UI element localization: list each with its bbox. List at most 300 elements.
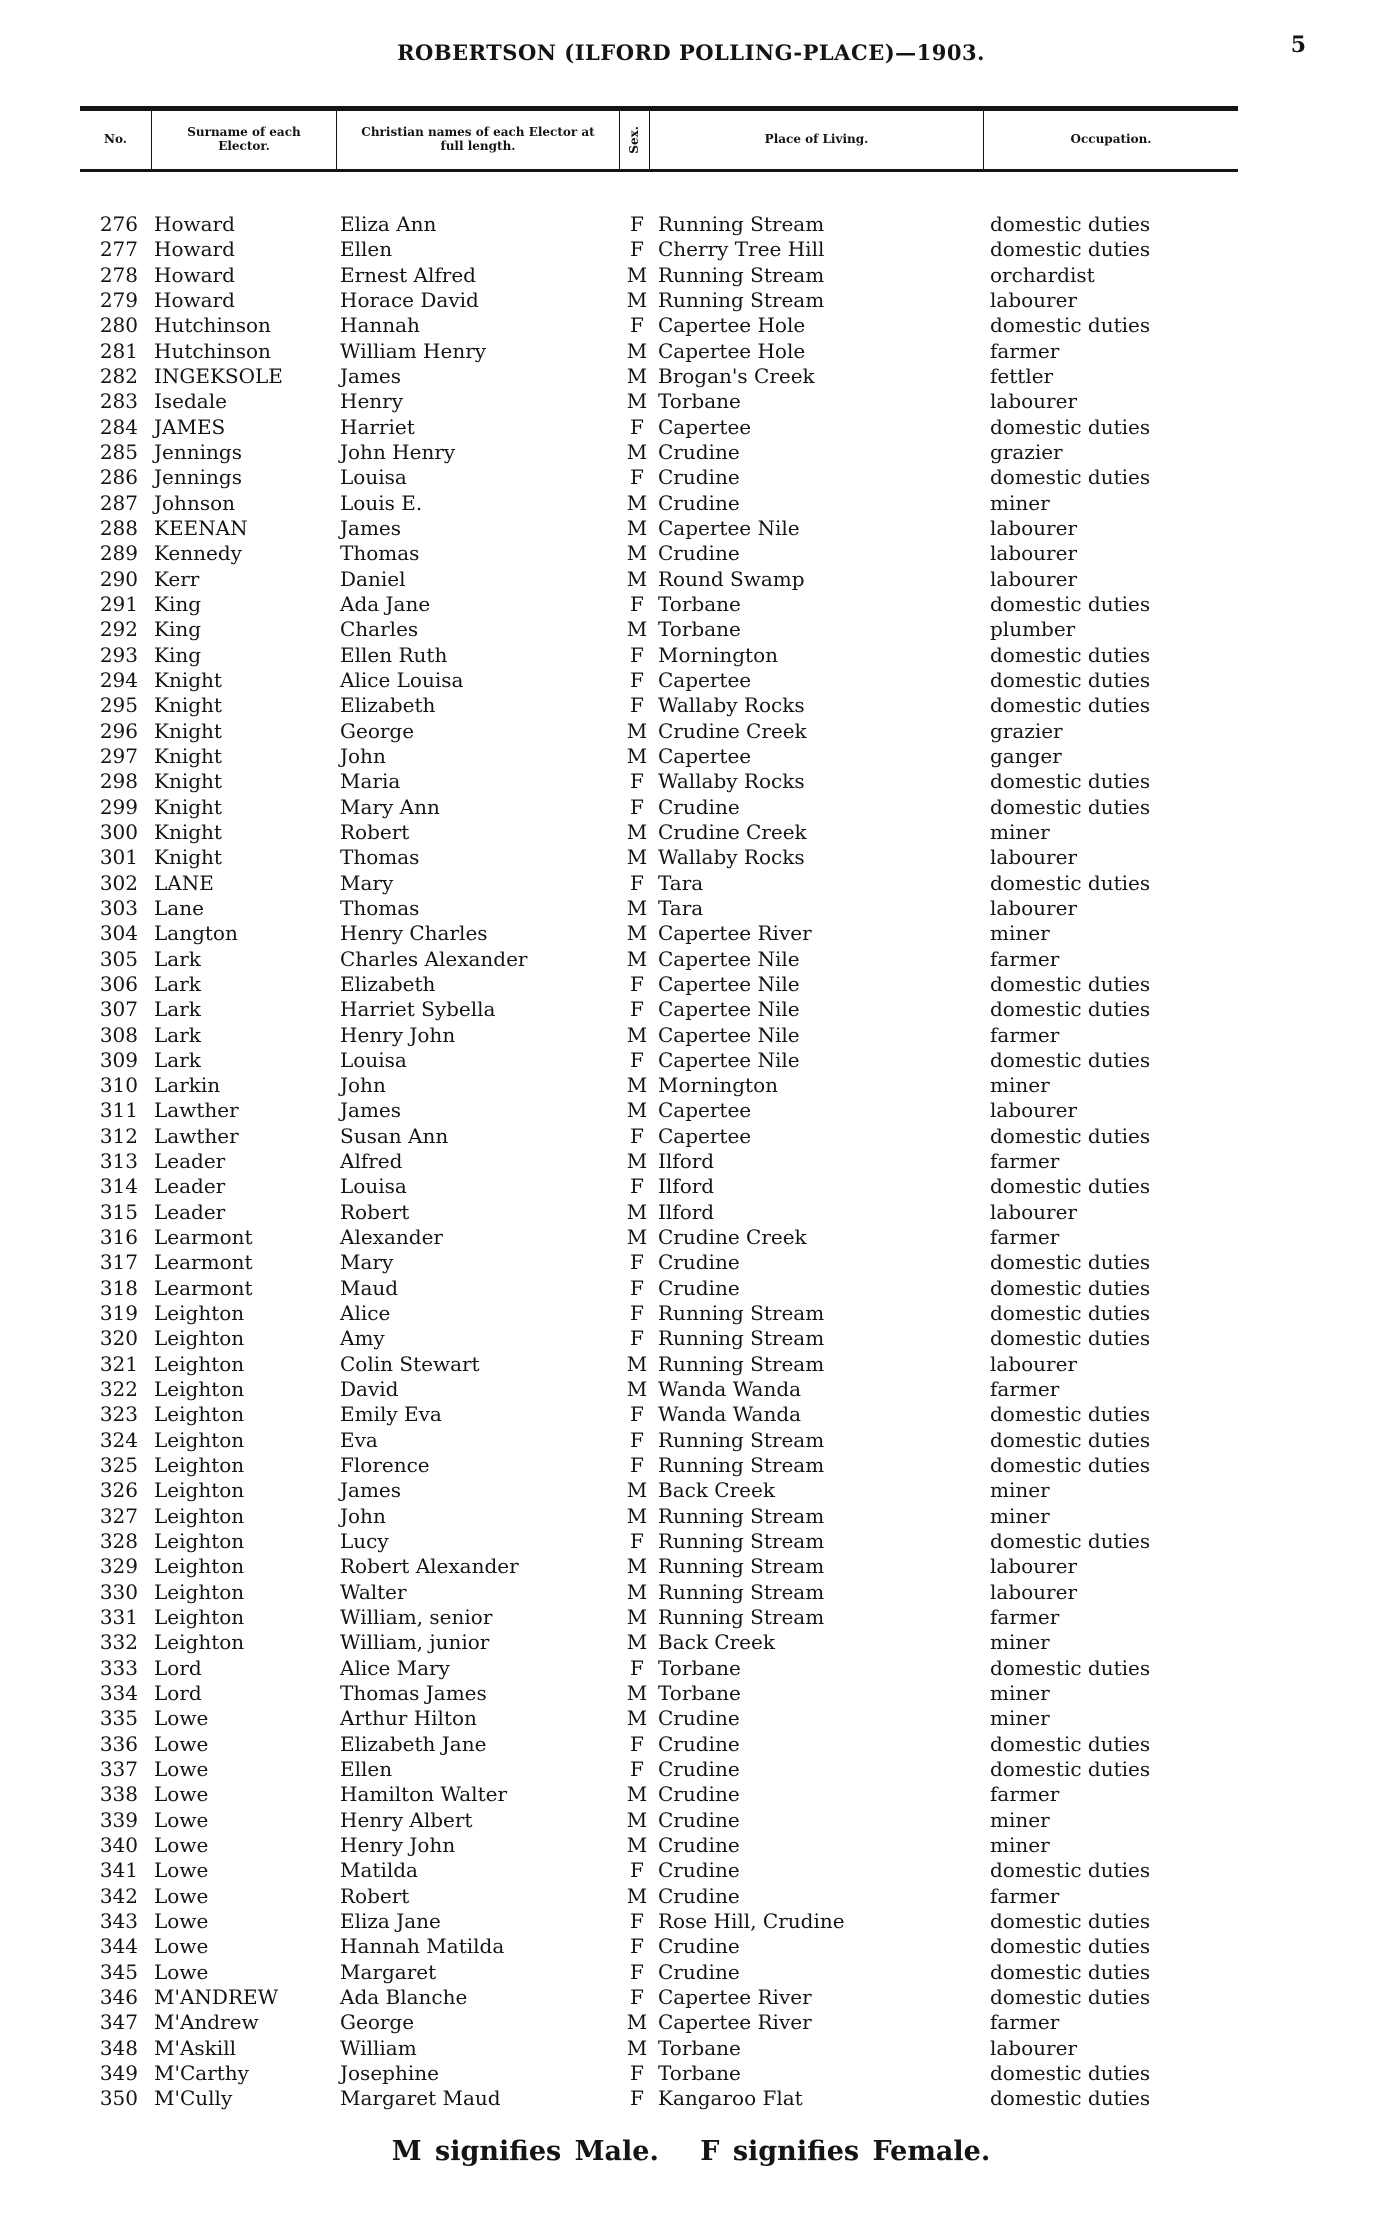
elector-christian-names: Hannah Matilda: [340, 1934, 505, 1959]
elector-occupation: farmer: [990, 338, 1060, 363]
elector-surname: Leighton: [154, 1377, 245, 1402]
column-header-place: Place of Living.: [650, 111, 984, 169]
elector-sex: M: [626, 566, 648, 591]
elector-place: Back Creek: [658, 1630, 775, 1655]
elector-christian-names: Hamilton Walter: [340, 1782, 508, 1807]
elector-surname: Larkin: [154, 1073, 221, 1098]
elector-surname: M'Cully: [154, 2086, 233, 2111]
table-row: [80, 896, 1300, 921]
elector-number: 320: [99, 1326, 138, 1351]
column-header-occupation: Occupation.: [1070, 132, 1152, 147]
elector-surname: Kerr: [154, 566, 200, 591]
elector-christian-names: Robert: [340, 819, 410, 844]
elector-christian-names: Alfred: [340, 1149, 403, 1174]
table-row: [80, 389, 1300, 414]
elector-number: 291: [99, 591, 138, 616]
elector-christian-names: Elizabeth: [340, 971, 436, 996]
elector-number: 297: [99, 743, 138, 768]
table-row: [80, 237, 1300, 262]
elector-occupation: miner: [990, 1807, 1050, 1832]
elector-number: 333: [99, 1655, 138, 1680]
elector-christian-names: Louisa: [340, 465, 407, 490]
elector-surname: Learmont: [154, 1250, 253, 1275]
elector-occupation: domestic duties: [990, 1934, 1151, 1959]
table-row: [80, 795, 1300, 820]
elector-sex: M: [626, 287, 648, 312]
elector-christian-names: Amy: [340, 1326, 385, 1351]
elector-place: Capertee Nile: [658, 1022, 800, 1047]
elector-christian-names: Ellen: [340, 1757, 393, 1782]
elector-occupation: miner: [990, 1630, 1050, 1655]
elector-sex: F: [630, 1047, 644, 1072]
elector-surname: Learmont: [154, 1275, 253, 1300]
elector-number: 302: [99, 870, 138, 895]
elector-sex: F: [630, 1529, 644, 1554]
elector-number: 300: [99, 819, 138, 844]
elector-place: Rose Hill, Crudine: [658, 1908, 845, 1933]
elector-sex: M: [626, 1022, 648, 1047]
elector-surname: Learmont: [154, 1225, 253, 1250]
elector-sex: M: [626, 1883, 648, 1908]
elector-number: 316: [99, 1225, 138, 1250]
elector-number: 303: [99, 895, 138, 920]
elector-occupation: miner: [990, 921, 1050, 946]
table-row: [80, 1276, 1300, 1301]
elector-occupation: domestic duties: [990, 1427, 1151, 1452]
elector-sex: M: [626, 819, 648, 844]
elector-sex: M: [626, 1503, 648, 1528]
elector-sex: F: [630, 1655, 644, 1680]
elector-number: 330: [99, 1579, 138, 1604]
table-row: [80, 1630, 1300, 1655]
elector-occupation: labourer: [990, 1199, 1078, 1224]
elector-occupation: plumber: [990, 617, 1076, 642]
elector-number: 277: [99, 237, 138, 262]
elector-place: Torbane: [658, 617, 741, 642]
elector-number: 301: [99, 845, 138, 870]
elector-occupation: farmer: [990, 946, 1060, 971]
elector-christian-names: John Henry: [340, 439, 456, 464]
elector-number: 331: [99, 1605, 138, 1630]
elector-number: 334: [99, 1681, 138, 1706]
elector-christian-names: Robert Alexander: [340, 1554, 519, 1579]
elector-sex: M: [626, 363, 648, 388]
elector-number: 328: [99, 1529, 138, 1554]
elector-occupation: farmer: [990, 1377, 1060, 1402]
elector-number: 335: [99, 1706, 138, 1731]
elector-sex: M: [626, 1377, 648, 1402]
elector-surname: Knight: [154, 693, 222, 718]
table-row: [80, 1124, 1300, 1149]
elector-sex: F: [630, 769, 644, 794]
elector-surname: Leighton: [154, 1427, 245, 1452]
elector-sex: F: [630, 971, 644, 996]
table-row: [80, 1073, 1300, 1098]
elector-christian-names: Alice Mary: [340, 1655, 450, 1680]
elector-surname: Leighton: [154, 1605, 245, 1630]
legend-male: M signifies Male.: [391, 2136, 659, 2167]
table-row: [80, 997, 1300, 1022]
elector-surname: INGEKSOLE: [154, 363, 283, 388]
elector-occupation: labourer: [990, 515, 1078, 540]
table-row: [80, 1605, 1300, 1630]
elector-surname: Kennedy: [154, 541, 242, 566]
elector-place: Running Stream: [658, 1503, 825, 1528]
elector-sex: M: [626, 1098, 648, 1123]
elector-sex: M: [626, 490, 648, 515]
elector-number: 327: [99, 1503, 138, 1528]
elector-number: 284: [99, 414, 138, 439]
column-header-sex: [620, 111, 650, 169]
elector-number: 314: [99, 1174, 138, 1199]
elector-occupation: domestic duties: [990, 414, 1151, 439]
table-row: [80, 516, 1300, 541]
elector-surname: Langton: [154, 921, 238, 946]
elector-number: 292: [99, 617, 138, 642]
elector-surname: Jennings: [154, 465, 242, 490]
elector-place: Capertee: [658, 743, 752, 768]
elector-sex: M: [626, 2010, 648, 2035]
elector-christian-names: Louis E.: [340, 490, 423, 515]
elector-sex: F: [630, 1908, 644, 1933]
elector-number: 313: [99, 1149, 138, 1174]
elector-sex: F: [630, 237, 644, 262]
elector-occupation: domestic duties: [990, 1174, 1151, 1199]
elector-sex: M: [626, 895, 648, 920]
elector-number: 324: [99, 1427, 138, 1452]
table-row: [80, 212, 1300, 237]
elector-occupation: labourer: [990, 1579, 1078, 1604]
elector-place: Capertee Nile: [658, 1047, 800, 1072]
elector-place: Wanda Wanda: [658, 1377, 802, 1402]
elector-place: Torbane: [658, 1655, 741, 1680]
elector-sex: M: [626, 541, 648, 566]
table-row: [80, 1706, 1300, 1731]
elector-sex: F: [630, 465, 644, 490]
elector-occupation: labourer: [990, 1351, 1078, 1376]
elector-christian-names: Ernest Alfred: [340, 262, 476, 287]
elector-sex: M: [626, 439, 648, 464]
elector-sex: F: [630, 1174, 644, 1199]
elector-sex: F: [630, 1731, 644, 1756]
elector-occupation: domestic duties: [990, 1402, 1151, 1427]
elector-number: 342: [99, 1883, 138, 1908]
elector-sex: M: [626, 1833, 648, 1857]
elector-sex: M: [626, 617, 648, 642]
elector-surname: Lowe: [154, 1833, 209, 1857]
elector-occupation: miner: [990, 1681, 1050, 1706]
table-row: [80, 415, 1300, 440]
elector-christian-names: George: [340, 718, 415, 743]
elector-sex: F: [630, 212, 644, 236]
elector-place: Back Creek: [658, 1478, 775, 1503]
elector-sex: M: [626, 338, 648, 363]
elector-number: 321: [99, 1351, 138, 1376]
elector-place: Ilford: [658, 1199, 715, 1224]
elector-surname: Leighton: [154, 1351, 245, 1376]
elector-sex: F: [630, 1250, 644, 1275]
elector-sex: F: [630, 2086, 644, 2111]
table-row: [80, 643, 1300, 668]
elector-christian-names: Thomas James: [340, 1681, 487, 1706]
elector-place: Wallaby Rocks: [658, 693, 805, 718]
table-row: [80, 845, 1300, 870]
elector-number: 326: [99, 1478, 138, 1503]
elector-number: 286: [99, 465, 138, 490]
elector-sex: M: [626, 1225, 648, 1250]
elector-number: 295: [99, 693, 138, 718]
table-row: [80, 871, 1300, 896]
table-row: [80, 2086, 1300, 2111]
elector-occupation: farmer: [990, 2010, 1060, 2035]
elector-christian-names: Henry John: [340, 1833, 456, 1857]
table-row: [80, 1960, 1300, 1985]
table-row: [80, 1909, 1300, 1934]
elector-sex: M: [626, 1782, 648, 1807]
elector-place: Crudine Creek: [658, 819, 807, 844]
table-row: [80, 1757, 1300, 1782]
elector-sex: F: [630, 2060, 644, 2085]
elector-sex: M: [626, 2035, 648, 2060]
elector-place: Running Stream: [658, 1554, 825, 1579]
elector-occupation: ganger: [990, 743, 1062, 768]
elector-occupation: domestic duties: [990, 1655, 1151, 1680]
elector-surname: Knight: [154, 743, 222, 768]
page-number: 5: [1290, 32, 1306, 58]
column-header-sex-label: Sex.: [626, 126, 641, 154]
elector-place: Capertee: [658, 1098, 752, 1123]
elector-occupation: farmer: [990, 1022, 1060, 1047]
elector-place: Ilford: [658, 1174, 715, 1199]
elector-occupation: orchardist: [990, 262, 1095, 287]
elector-christian-names: Henry Albert: [340, 1807, 473, 1832]
table-row: [80, 1529, 1300, 1554]
elector-christian-names: Florence: [340, 1453, 430, 1478]
table-row: [80, 1504, 1300, 1529]
elector-place: Crudine: [658, 1275, 740, 1300]
elector-christian-names: Alice Louisa: [340, 667, 464, 692]
elector-place: Crudine: [658, 1883, 740, 1908]
elector-number: 276: [99, 212, 138, 236]
elector-surname: Lark: [154, 971, 201, 996]
elector-number: 282: [99, 363, 138, 388]
table-row: [80, 769, 1300, 794]
elector-christian-names: David: [340, 1377, 399, 1402]
elector-place: Capertee Nile: [658, 997, 800, 1022]
elector-occupation: domestic duties: [990, 237, 1151, 262]
elector-number: 279: [99, 287, 138, 312]
elector-occupation: domestic duties: [990, 1275, 1151, 1300]
elector-christian-names: Charles Alexander: [340, 946, 528, 971]
elector-occupation: domestic duties: [990, 1326, 1151, 1351]
elector-occupation: domestic duties: [990, 667, 1151, 692]
elector-surname: King: [154, 642, 202, 667]
elector-place: Crudine: [658, 465, 740, 490]
elector-surname: Leighton: [154, 1579, 245, 1604]
elector-sex: F: [630, 667, 644, 692]
elector-christian-names: Ellen: [340, 237, 393, 262]
legend: [0, 2136, 1382, 2167]
elector-number: 285: [99, 439, 138, 464]
elector-occupation: farmer: [990, 1149, 1060, 1174]
elector-place: Capertee Nile: [658, 946, 800, 971]
column-header-surname: Surname of each Elector.: [152, 111, 337, 169]
elector-christian-names: Mary: [340, 1250, 394, 1275]
elector-occupation: fettler: [990, 363, 1054, 388]
elector-christian-names: William, junior: [340, 1630, 490, 1655]
elector-occupation: domestic duties: [990, 1908, 1151, 1933]
elector-occupation: domestic duties: [990, 591, 1151, 616]
elector-sex: M: [626, 1605, 648, 1630]
elector-occupation: miner: [990, 819, 1050, 844]
elector-place: Capertee River: [658, 921, 812, 946]
elector-christian-names: Susan Ann: [340, 1123, 449, 1148]
table-row: [80, 1098, 1300, 1123]
elector-place: Wallaby Rocks: [658, 769, 805, 794]
elector-occupation: miner: [990, 1073, 1050, 1098]
elector-place: Torbane: [658, 389, 741, 414]
elector-sex: M: [626, 1199, 648, 1224]
elector-christian-names: Daniel: [340, 566, 406, 591]
elector-number: 344: [99, 1934, 138, 1959]
elector-christian-names: Ada Jane: [340, 591, 431, 616]
elector-surname: Lane: [154, 895, 204, 920]
elector-occupation: domestic duties: [990, 642, 1151, 667]
elector-surname: Leighton: [154, 1326, 245, 1351]
elector-surname: Hutchinson: [154, 338, 271, 363]
table-row: [80, 1934, 1300, 1959]
elector-occupation: domestic duties: [990, 971, 1151, 996]
elector-occupation: labourer: [990, 389, 1078, 414]
elector-surname: Lark: [154, 946, 201, 971]
elector-number: 296: [99, 718, 138, 743]
elector-occupation: domestic duties: [990, 769, 1151, 794]
elector-sex: F: [630, 414, 644, 439]
elector-occupation: domestic duties: [990, 2060, 1151, 2085]
elector-place: Crudine: [658, 490, 740, 515]
elector-sex: M: [626, 946, 648, 971]
elector-occupation: farmer: [990, 1225, 1060, 1250]
elector-sex: F: [630, 591, 644, 616]
elector-surname: M'Askill: [154, 2035, 236, 2060]
elector-christian-names: John: [340, 1503, 386, 1528]
elector-occupation: domestic duties: [990, 1123, 1151, 1148]
table-row: [80, 1023, 1300, 1048]
table-row: [80, 972, 1300, 997]
elector-christian-names: Harriet: [340, 414, 415, 439]
elector-christian-names: Colin Stewart: [340, 1351, 480, 1376]
elector-surname: Leighton: [154, 1630, 245, 1655]
elector-surname: King: [154, 591, 202, 616]
elector-sex: F: [630, 1757, 644, 1782]
table-row: [80, 1656, 1300, 1681]
elector-christian-names: Alexander: [340, 1225, 443, 1250]
table-row: [80, 2036, 1300, 2061]
table-row: [80, 1174, 1300, 1199]
elector-place: Capertee: [658, 1123, 752, 1148]
elector-surname: Leader: [154, 1174, 226, 1199]
elector-surname: Lord: [154, 1655, 202, 1680]
elector-occupation: labourer: [990, 1554, 1078, 1579]
table-row: [80, 1402, 1300, 1427]
elector-surname: JAMES: [154, 414, 226, 439]
elector-number: 290: [99, 566, 138, 591]
table-row: [80, 617, 1300, 642]
elector-sex: F: [630, 794, 644, 819]
elector-occupation: domestic duties: [990, 870, 1151, 895]
elector-sex: F: [630, 1326, 644, 1351]
elector-number: 307: [99, 997, 138, 1022]
elector-christian-names: Maud: [340, 1275, 399, 1300]
elector-surname: Lawther: [154, 1123, 239, 1148]
table-row: [80, 288, 1300, 313]
table-row: [80, 1377, 1300, 1402]
table-row: [80, 364, 1300, 389]
elector-sex: M: [626, 743, 648, 768]
elector-surname: Knight: [154, 667, 222, 692]
elector-surname: M'ANDREW: [154, 1984, 279, 2009]
elector-christian-names: Ada Blanche: [340, 1984, 468, 2009]
table-row: [80, 719, 1300, 744]
elector-occupation: grazier: [990, 439, 1063, 464]
elector-surname: Knight: [154, 794, 222, 819]
elector-occupation: labourer: [990, 895, 1078, 920]
elector-surname: Lowe: [154, 1807, 209, 1832]
elector-christian-names: Eva: [340, 1427, 378, 1452]
elector-number: 308: [99, 1022, 138, 1047]
elector-place: Tara: [658, 895, 704, 920]
elector-place: Running Stream: [658, 1529, 825, 1554]
elector-place: Running Stream: [658, 262, 825, 287]
elector-surname: Lark: [154, 997, 201, 1022]
elector-place: Running Stream: [658, 1579, 825, 1604]
elector-sex: M: [626, 1681, 648, 1706]
elector-number: 343: [99, 1908, 138, 1933]
elector-place: Capertee: [658, 667, 752, 692]
elector-christian-names: James: [340, 1098, 402, 1123]
column-header-christian-names: Christian names of each Elector at full length.: [337, 111, 620, 169]
table-row: [80, 1453, 1300, 1478]
elector-number: 336: [99, 1731, 138, 1756]
table-row: [80, 1858, 1300, 1883]
elector-surname: Knight: [154, 769, 222, 794]
elector-sex: F: [630, 1934, 644, 1959]
elector-surname: Hutchinson: [154, 313, 271, 338]
elector-sex: F: [630, 693, 644, 718]
elector-occupation: miner: [990, 490, 1050, 515]
table-row: [80, 1301, 1300, 1326]
elector-place: Mornington: [658, 642, 778, 667]
elector-surname: Leighton: [154, 1453, 245, 1478]
elector-sex: F: [630, 1123, 644, 1148]
elector-number: 289: [99, 541, 138, 566]
elector-christian-names: Robert: [340, 1199, 410, 1224]
elector-surname: Howard: [154, 237, 235, 262]
elector-christian-names: John: [340, 1073, 386, 1098]
table-row: [80, 1681, 1300, 1706]
legend-female: F signifies Female.: [700, 2136, 991, 2167]
elector-surname: Jennings: [154, 439, 242, 464]
elector-place: Running Stream: [658, 1301, 825, 1326]
elector-surname: Lowe: [154, 1934, 209, 1959]
elector-surname: Knight: [154, 718, 222, 743]
table-row: [80, 339, 1300, 364]
elector-christian-names: Henry: [340, 389, 404, 414]
elector-christian-names: Mary: [340, 870, 394, 895]
elector-place: Wanda Wanda: [658, 1402, 802, 1427]
elector-occupation: domestic duties: [990, 1959, 1151, 1984]
elector-sex: M: [626, 921, 648, 946]
